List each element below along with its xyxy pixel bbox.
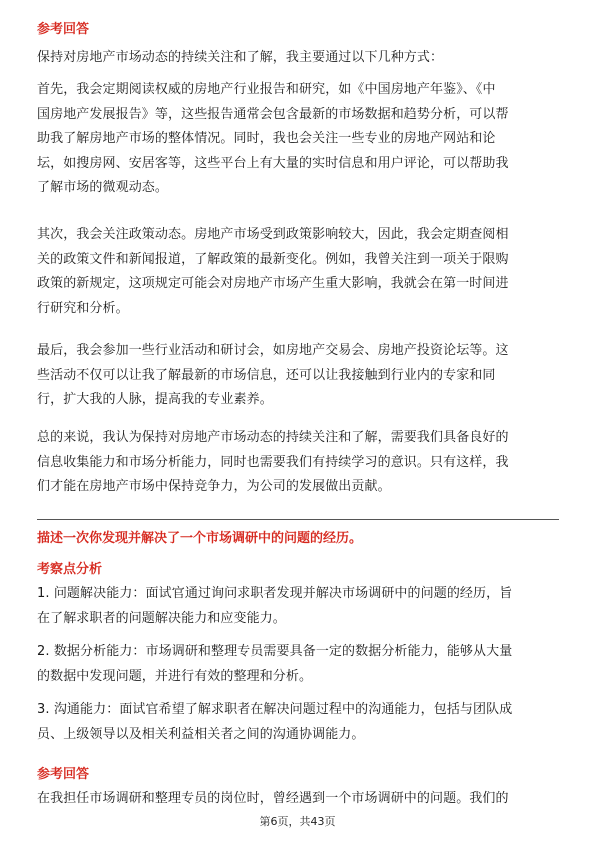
text-line: 助我了解房地产市场的整体情况。同时，我也会关注一些专业的房地产网站和论 xyxy=(37,131,496,146)
text-line: 国房地产发展报告》等，这些报告通常会包含最新的市场数据和趋势分析，可以帮 xyxy=(37,106,509,122)
paragraph-third xyxy=(37,339,561,413)
reference-answer-heading-2: 参考回答 xyxy=(37,767,90,782)
paragraph-intro xyxy=(37,46,561,71)
paragraph-second xyxy=(37,223,561,321)
text-line: 信息收集能力和市场分析能力，同时也需要我们有持续学习的意识。只有这样，我 xyxy=(37,454,509,470)
text-line: 保持对房地产市场动态的持续关注和了解，我主要通过以下几种方式： xyxy=(37,50,444,65)
text-line: 总的来说，我认为保持对房地产市场动态的持续关注和了解，需要我们具备良好的 xyxy=(37,430,509,445)
text-line: 关的政策文件和新闻报道，了解政策的最新变化。例如，我曾关注到一项关于限购 xyxy=(37,251,509,267)
text-line: 了解市场的微观动态。 xyxy=(37,180,169,195)
text-line: 的数据中发现问题，并进行有效的整理和分析。 xyxy=(37,668,313,684)
text-line: 在了解求职者的问题解决能力和应变能力。 xyxy=(37,610,286,626)
text-line: 在我担任市场调研和整理专员的岗位时，曾经遇到一个市场调研中的问题。我们的 xyxy=(37,791,509,806)
text-line: 些活动不仅可以让我了解最新的市场信息，还可以让我接触到行业内的专家和同 xyxy=(37,367,496,383)
text-line: 最后，我会参加一些行业活动和研讨会，如房地产交易会、房地产投资论坛等。这 xyxy=(37,343,509,358)
text-line: 首先，我会定期阅读权威的房地产行业报告和研究，如《中国房地产年鉴》、《中 xyxy=(37,82,496,97)
text-line: 们才能在房地产市场中保持竞争力，为公司的发展做出贡献。 xyxy=(37,479,391,494)
paragraph-summary xyxy=(37,426,561,500)
text-line: 行研究和分析。 xyxy=(37,300,129,316)
text-line: 其次，我会关注政策动态。房地产市场受到政策影响较大，因此，我会定期查阅相 xyxy=(37,227,509,242)
analysis-heading: 考察点分析 xyxy=(37,562,103,577)
page-footer: 第6页，共43页 xyxy=(259,815,336,828)
reference-answer-heading: 参考回答 xyxy=(37,22,90,37)
text-line: 2. 数据分析能力：市场调研和整理专员需要具备一定的数据分析能力，能够从大量 xyxy=(37,644,513,659)
text-line: 政策的新规定，这项规定可能会对房地产市场产生重大影响，我就会在第一时间进 xyxy=(37,276,509,291)
text-line: 员、上级领导以及相关利益相关者之间的沟通协调能力。 xyxy=(37,726,365,742)
analysis-item-3 xyxy=(37,698,561,747)
analysis-item-2 xyxy=(37,640,561,689)
paragraph-first xyxy=(37,78,561,201)
text-line: 坛，如搜房网、安居客等，这些平台上有大量的实时信息和用户评论，可以帮助我 xyxy=(37,155,509,171)
divider xyxy=(37,519,559,520)
text-line: 行，扩大我的人脉，提高我的专业素养。 xyxy=(37,392,273,407)
analysis-item-1 xyxy=(37,582,561,631)
question-heading: 描述一次你发现并解决了一个市场调研中的问题的经历。 xyxy=(37,531,363,546)
text-line: 3. 沟通能力：面试官希望了解求职者在解决问题过程中的沟通能力，包括与团队成 xyxy=(37,702,513,717)
text-line: 1. 问题解决能力：面试官通过询问求职者发现并解决市场调研中的问题的经历，旨 xyxy=(37,586,513,601)
paragraph-answer-start xyxy=(37,787,561,812)
